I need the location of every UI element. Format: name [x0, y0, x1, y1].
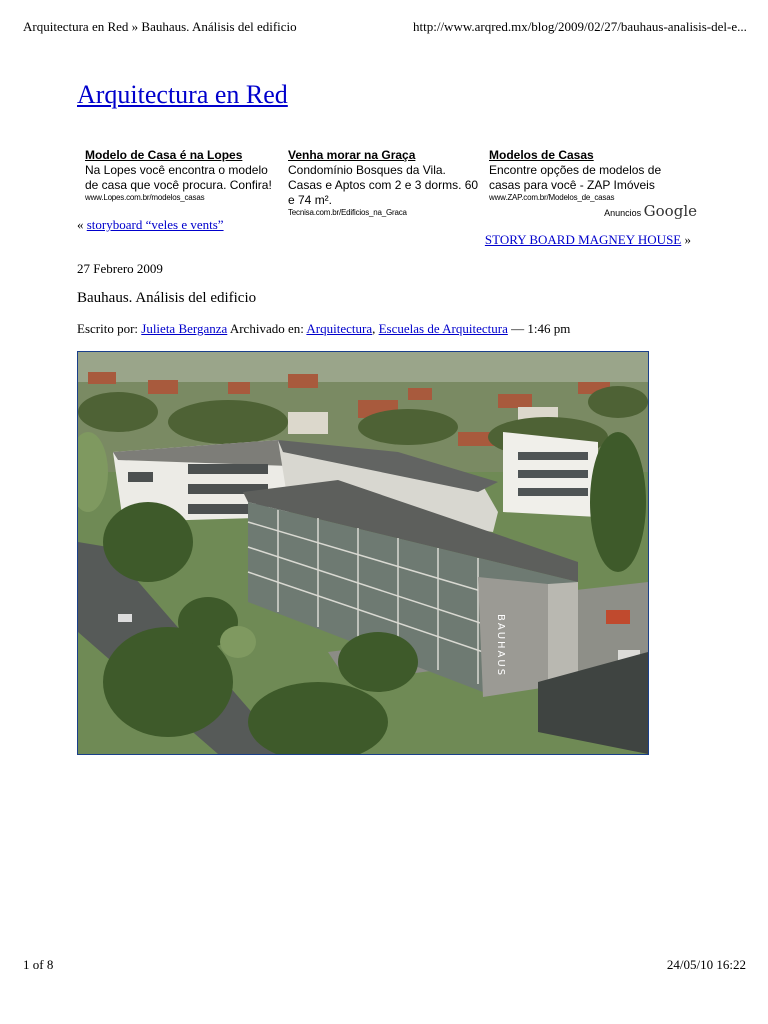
ad-title[interactable]: Modelo de Casa é na Lopes — [85, 148, 243, 162]
bauhaus-aerial-illustration — [78, 352, 648, 754]
archived-label: Archivado en: — [229, 321, 304, 336]
next-post-nav — [485, 232, 691, 248]
ad-item[interactable] — [85, 147, 280, 203]
ad-text: Encontre opções de modelos de casas para você - ZAP Imóveis — [489, 163, 662, 192]
ad-item[interactable] — [288, 147, 483, 218]
post-date: 27 Febrero 2009 — [77, 261, 163, 276]
ad-url[interactable]: Tecnisa.com.br/Edificios_na_Graca — [288, 208, 407, 217]
print-url: http://www.arqred.mx/blog/2009/02/27/bauhaus-analisis-del-e... — [413, 19, 747, 34]
printed-timestamp: 24/05/10 16:22 — [666, 957, 746, 972]
prev-post-nav — [77, 217, 224, 233]
category-link[interactable]: Arquitectura — [306, 321, 373, 336]
next-arrow: » — [684, 232, 691, 247]
print-page-title: Arquitectura en Red » Bauhaus. Análisis del edificio — [23, 19, 297, 34]
ads-block — [85, 147, 697, 220]
prev-arrow: « — [77, 217, 84, 232]
ad-title[interactable]: Modelos de Casas — [489, 148, 594, 162]
google-logo: Google — [643, 202, 697, 220]
ad-title[interactable]: Venha morar na Graça — [288, 148, 416, 162]
ad-text: Condomínio Bosques da Vila. Casas e Aptos com 2 e 3 dorms. 60 e 74 m². — [288, 163, 479, 207]
ad-item[interactable] — [489, 147, 684, 203]
time-separator: — — [511, 321, 525, 336]
post-title: Bauhaus. Análisis del edificio — [77, 290, 257, 306]
post-meta — [77, 321, 570, 337]
author-link[interactable]: Julieta Berganza — [141, 321, 228, 336]
ads-by-google[interactable] — [604, 202, 697, 220]
ad-url[interactable]: www.ZAP.com.br/Modelos_de_casas — [489, 193, 615, 202]
next-post-link[interactable]: STORY BOARD MAGNEY HOUSE — [484, 232, 682, 247]
category-separator: , — [372, 321, 376, 336]
prev-post-link[interactable]: storyboard “veles e vents” — [86, 217, 224, 232]
bauhaus-sign: BAUHAUS — [495, 614, 506, 678]
ads-by-label: Anuncios — [604, 208, 642, 218]
ad-url[interactable]: www.Lopes.com.br/modelos_casas — [85, 193, 205, 202]
ad-text: Na Lopes você encontra o modelo de casa que você procura. Confira! — [85, 163, 272, 192]
category-link[interactable]: Escuelas de Arquitectura — [378, 321, 508, 336]
bauhaus-photo — [77, 351, 649, 755]
written-by-label: Escrito por: — [77, 321, 139, 336]
post-time: 1:46 pm — [527, 321, 571, 336]
site-title-link[interactable]: Arquitectura en Red — [77, 80, 288, 109]
page-indicator: 1 of 8 — [23, 957, 54, 972]
